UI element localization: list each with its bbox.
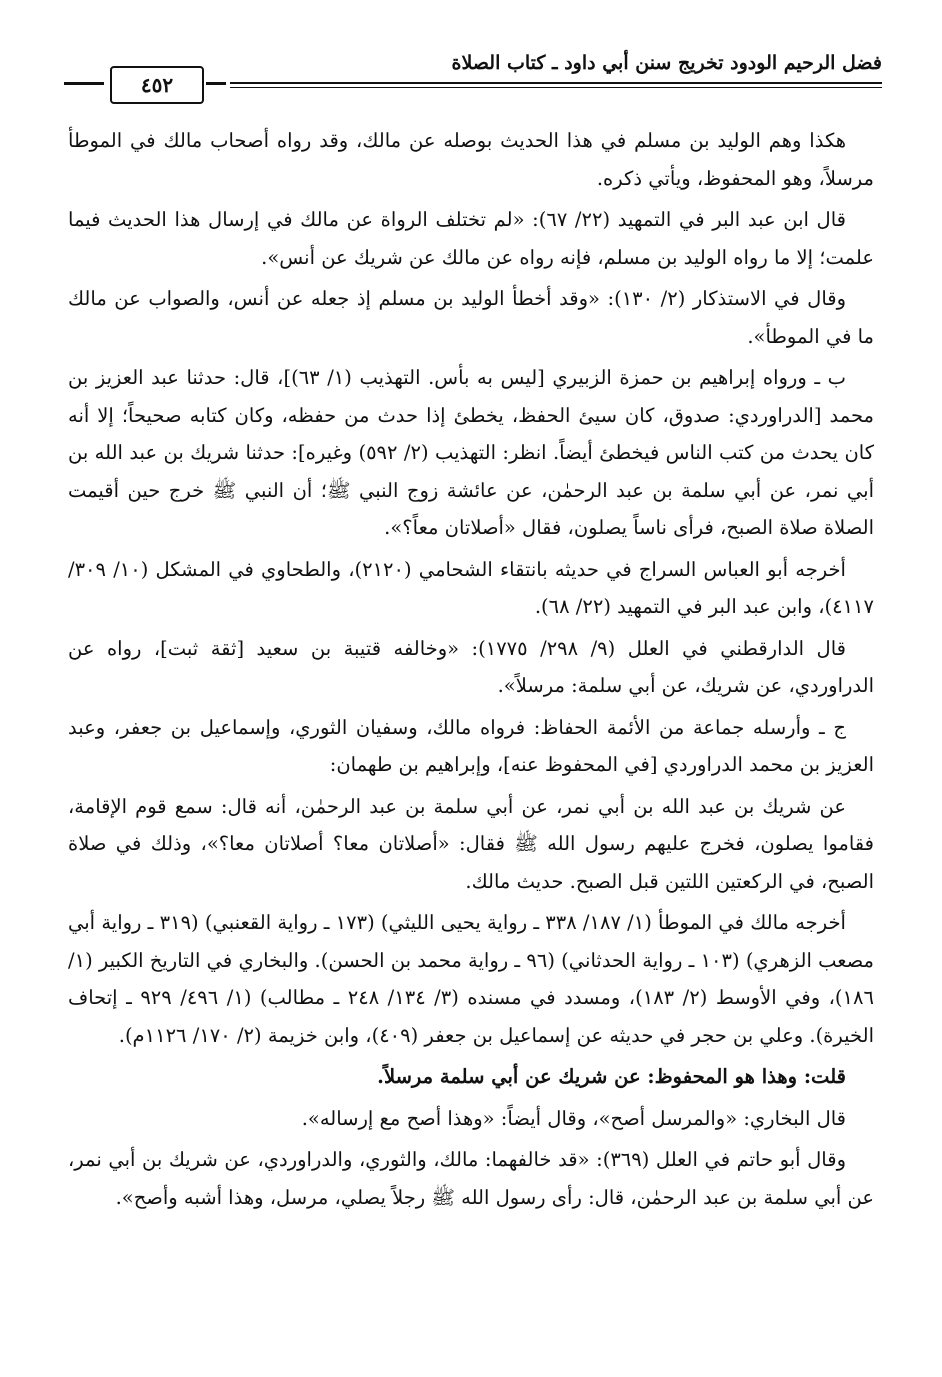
paragraph: عن شريك بن عبد الله بن أبي نمر، عن أبي سلمة بن عبد الرحمٰن، أنه قال: سمع قوم الإقامة، فقاموا يصلون، فخرج عليهم رسول الله ﷺ فقال: «أصلاتان معا؟ أصلاتان معا؟»، وذلك في صلاة الصبح، في الركعتين اللتين قبل الصبح. حديث مالك. <box>68 794 874 893</box>
paragraph: قال البخاري: «والمرسل أصح»، وقال أيضاً: «وهذا أصح مع إرساله». <box>301 1106 846 1130</box>
header-title: فضل الرحيم الودود تخريج سنن أبي داود ـ كتاب الصلاة <box>451 52 882 74</box>
paragraph: ج ـ وأرسله جماعة من الأئمة الحفاظ: فرواه مالك، وسفيان الثوري، وإسماعيل بن جعفر، وعبد العزيز بن محمد الدراوردي [في المحفوظ عنه]، وإبراهيم بن طهمان: <box>68 715 874 776</box>
paragraph: أخرجه مالك في الموطأ (١/ ١٨٧/ ٣٣٨ ـ رواية يحيى الليثي) (١٧٣ ـ رواية القعنبي) (٣١٩ ـ رواية أبي مصعب الزهري) (١٠٣ ـ رواية الحدثاني) (٩٦ ـ رواية محمد بن الحسن). والبخاري في التاريخ الكبير (١/ ١٨٦)، وفي الأوسط (٢/ ١٨٣)، ومسدد في مسنده (٣/ ١٣٤/ ٢٤٨ ـ مطالب) (١/ ٤٩٦/ ٩٢٩ ـ إتحاف الخيرة). وعلي بن حجر في حديثه عن إسماعيل بن جعفر (٤٠٩)، وابن خزيمة (٢/ ١٧٠/ ١١٢٦م). <box>68 911 874 1047</box>
page-body <box>68 122 874 1337</box>
page-number-left-rule <box>64 82 104 85</box>
paragraph: قلت: وهذا هو المحفوظ: عن شريك عن أبي سلمة مرسلاً. <box>377 1065 846 1088</box>
page-number-area <box>60 64 230 104</box>
page-number-right-rule <box>206 82 226 85</box>
page-number: ٤٥٢ <box>110 66 204 104</box>
paragraph: قال ابن عبد البر في التمهيد (٢٢/ ٦٧): «لم تختلف الرواة عن مالك في إرسال هذا الحديث فيما علمت؛ إلا ما رواه الوليد بن مسلم، فإنه رواه عن مالك عن شريك عن أنس». <box>68 208 874 269</box>
paragraph: قال الدارقطني في العلل (٩/ ٢٩٨/ ١٧٧٥): «وخالفه قتيبة بن سعيد [ثقة ثبت]، رواه عن الدراوردي، عن شريك، عن أبي سلمة: مرسلاً». <box>68 636 874 697</box>
paragraph: ب ـ ورواه إبراهيم بن حمزة الزبيري [ليس به بأس. التهذيب (١/ ٦٣)]، قال: حدثنا عبد العزيز بن محمد [الدراوردي: صدوق، كان سيئ الحفظ، يخطئ إذا حدث من حفظه، وكان كتابه صحيحاً؛ إلا أنه كان يحدث من كتب الناس فيخطئ أيضاً. انظر: التهذيب (٢/ ٥٩٢) وغيره]: حدثنا شريك بن عبد الله بن أبي نمر، عن أبي سلمة بن عبد الرحمٰن، عن عائشة زوج النبي ﷺ؛ أن النبي ﷺ خرج حين أقيمت الصلاة صلاة الصبح، فرأى ناساً يصلون، فقال «أصلاتان معاً؟». <box>68 366 874 539</box>
paragraph: وقال أبو حاتم في العلل (٣٦٩): «قد خالفهما: مالك، والثوري، والدراوردي، عن شريك بن أبي نمر، عن أبي سلمة بن عبد الرحمٰن، قال: رأى رسول الله ﷺ رجلاً يصلي، مرسل، وهذا أشبه وأصح». <box>68 1148 874 1209</box>
running-header <box>60 40 882 112</box>
paragraph: أخرجه أبو العباس السراج في حديثه بانتقاء الشحامي (٢١٢٠)، والطحاوي في المشكل (١٠/ ٣٠٩/ ٤١١٧)، وابن عبد البر في التمهيد (٢٢/ ٦٨). <box>68 557 874 618</box>
paragraph: وقال في الاستذكار (٢/ ١٣٠): «وقد أخطأ الوليد بن مسلم إذ جعله عن أنس، والصواب عن مالك ما في الموطأ». <box>68 287 874 348</box>
paragraph: هكذا وهم الوليد بن مسلم في هذا الحديث بوصله عن مالك، وقد رواه أصحاب مالك في الموطأ مرسلاً، وهو المحفوظ، ويأتي ذكره. <box>68 129 874 190</box>
